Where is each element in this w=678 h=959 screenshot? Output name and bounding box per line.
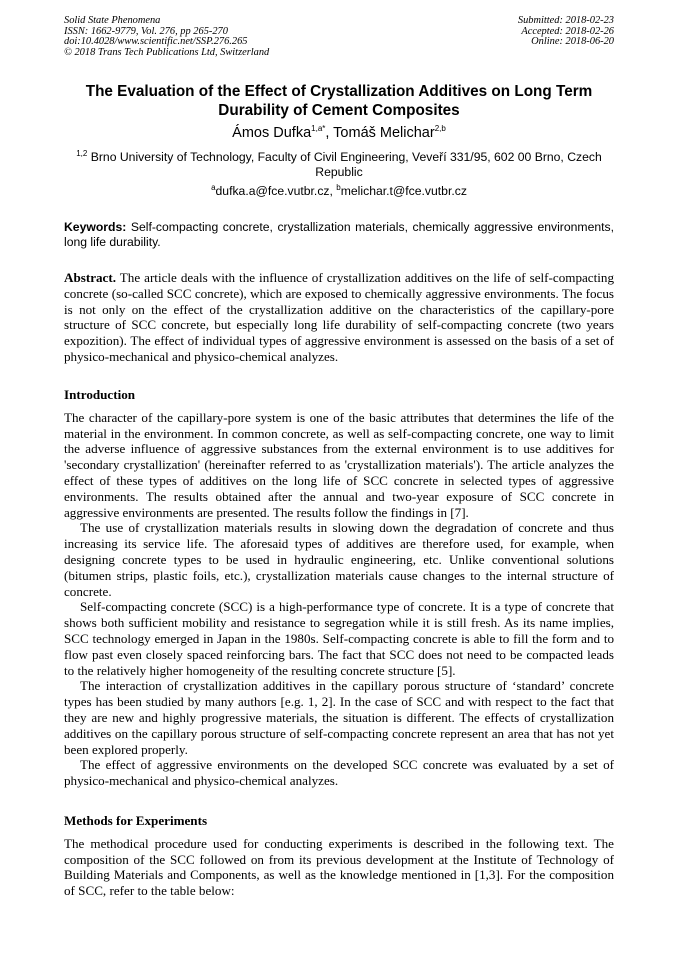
methods-section	[64, 813, 614, 899]
journal-doi: doi:10.4028/www.scientific.net/SSP.276.265	[64, 36, 248, 48]
keywords-label: Keywords:	[64, 220, 127, 234]
author-emails	[60, 184, 618, 199]
author-1-sup: 1,a*	[311, 124, 326, 134]
email-b[interactable]: melichar.t@fce.vutbr.cz	[340, 184, 467, 198]
email-a[interactable]: dufka.a@fce.vutbr.cz	[215, 184, 330, 198]
date-submitted: Submitted: 2018-02-23	[517, 15, 614, 26]
affiliation-sup: 1,2	[76, 148, 88, 158]
affiliation-text: Brno University of Technology, Faculty of Civil Engineering, Veveří 331/95, 602 00 Brno, Czech Republic	[87, 150, 602, 179]
intro-paragraph-3: Self-compacting concrete (SCC) is a high-performance type of concrete. It is a type of concrete that shows both sufficient mobility and resistance to segregation while it is still fresh. As its name implies, SCC technology emerged in Japan in the 1980s. Self-compacting concrete is able to fill the form and to flow past even closely spaced reinforcing bars. The fact that SCC does not need to be compacted leads to the relatively higher homogeneity of the resulting concrete structure [5].	[64, 599, 614, 678]
author-2-name: Tomáš Melichar	[333, 125, 435, 141]
intro-paragraph-1: The character of the capillary-pore system is one of the basic attributes that determines the life of the material in the environment. In common concrete, as well as self-compacting concrete, one way to limit the adverse influence of aggressive substances from the external environment is to use additives for 'secondary crystallization' (hereinafter referred to as 'crystallization materials'). The article analyzes the effect of these types of additives on the long life of SCC concrete in selected types of aggressive environments. The results obtained after the annual and two-year exposure of SCC concrete in aggressive environments are presented. The results follow the findings in [7].	[64, 409, 614, 520]
paper-title: The Evaluation of the Effect of Crystallization Additives on Long Term Durability of Cement Composites	[85, 83, 593, 119]
affiliation	[70, 150, 608, 180]
keywords	[64, 220, 614, 250]
journal-info	[64, 16, 269, 58]
introduction-section	[64, 387, 614, 789]
email-a-sup: a	[211, 182, 216, 192]
intro-paragraph-5: The effect of aggressive environments on the developed SCC concrete was evaluated by a set of physico-mechanical and physico-chemical analyzes.	[64, 757, 614, 789]
date-accepted: Accepted: 2018-02-26	[521, 25, 614, 37]
methods-paragraph-1: The methodical procedure used for conducting experiments is described in the following text. The composition of the SCC followed on from its previous development at the Institute of Technology of Building Materials and Components, as well as the knowledge mentioned in [1,3]. For the composition of SCC, refer to the table below:	[64, 835, 614, 899]
intro-paragraph-2: The use of crystallization materials results in slowing down the degradation of concrete and thus increasing its service life. The aforesaid types of additives are therefore used, for example, when designing concrete types to be used in hydraulic engineering, etc. Unlike conventional solutions (bitumen strips, plastic foils, etc.), crystallization materials cause changes to the internal structure of concrete.	[64, 520, 614, 599]
author-1-name: Ámos Dufka	[232, 125, 312, 141]
journal-name: Solid State Phenomena	[64, 15, 161, 26]
author-separator: ,	[325, 125, 334, 141]
author-line	[60, 124, 618, 142]
submission-dates	[518, 16, 614, 48]
introduction-heading: Introduction	[64, 387, 136, 402]
abstract-text: The article deals with the influence of crystallization additives on the life of self-compacting concrete (so-called SCC concrete), which are exposed to chemically aggressive environments. The focus is not only on the effect of the crystallization additive on the characteristics of the capillary-pore structure of SCC concrete, but especially long life durability of self-compacting concrete (two years expozition). The effect of individual types of aggressive environment is assessed on the basis of a set of physico-mechanical and physico-chemical analyzes.	[64, 270, 614, 364]
abstract-label: Abstract.	[64, 270, 116, 285]
author-2-sup: 2,b	[434, 124, 446, 134]
email-separator: ,	[329, 184, 337, 198]
date-online: Online: 2018-06-20	[531, 36, 614, 48]
abstract	[64, 270, 614, 365]
intro-paragraph-4: The interaction of crystallization additives in the capillary porous structure of ‘standard’ concrete types has been studied by many authors [e.g. 1, 2]. In the case of SCC and with respect to the fact that they are new and highly progressive materials, the situation is different. The effects of crystallization additives on the capillary porous structure of self-compacting concrete represent an area that has not yet been explored properly.	[64, 678, 614, 757]
email-b-sup: b	[336, 182, 341, 192]
methods-heading: Methods for Experiments	[64, 813, 208, 828]
journal-issn: ISSN: 1662-9779, Vol. 276, pp 265-270	[64, 25, 228, 37]
journal-copyright: © 2018 Trans Tech Publications Ltd, Switzerland	[64, 46, 270, 58]
keywords-text: Self-compacting concrete, crystallization materials, chemically aggressive environments, long life durability.	[64, 220, 614, 249]
